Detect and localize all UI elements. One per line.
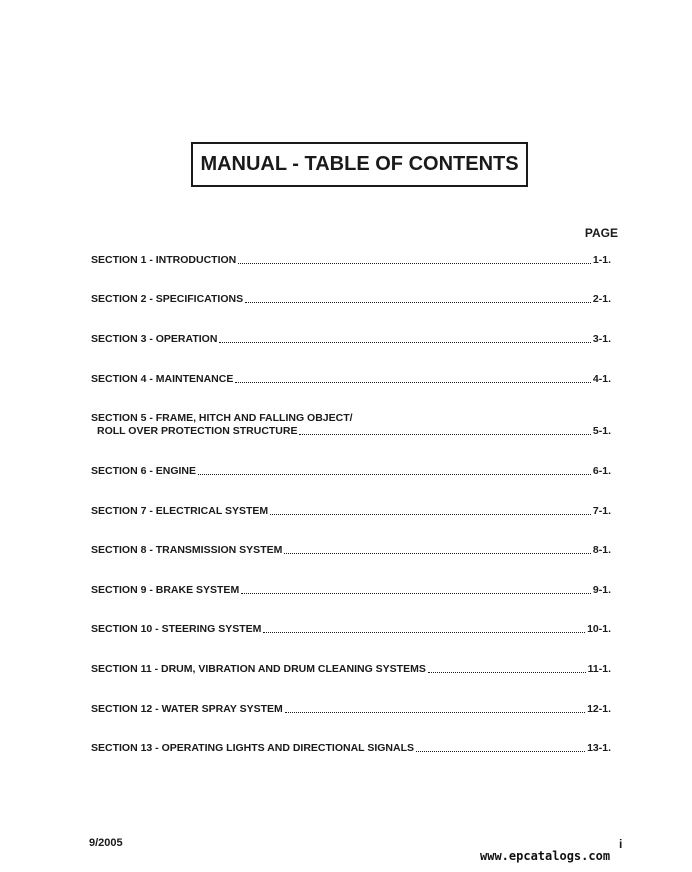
toc-page-number: 6-1.	[592, 465, 611, 477]
dot-leader	[263, 624, 585, 633]
document-title: MANUAL - TABLE OF CONTENTS	[191, 142, 528, 187]
toc-entry-line	[91, 663, 611, 676]
toc-section-label: SECTION 8 - TRANSMISSION SYSTEM	[91, 544, 283, 556]
toc-entry	[91, 623, 611, 636]
toc-section-label: SECTION 12 - WATER SPRAY SYSTEM	[91, 703, 283, 715]
dot-leader	[416, 743, 585, 752]
dot-leader	[238, 255, 591, 264]
dot-leader	[285, 704, 585, 713]
toc-entry-line	[91, 703, 611, 716]
toc-entry	[91, 412, 611, 438]
watermark-url: www.epcatalogs.com	[480, 849, 611, 863]
dot-leader	[198, 466, 591, 475]
toc-page-number: 3-1.	[592, 333, 611, 345]
toc-section-label: SECTION 7 - ELECTRICAL SYSTEM	[91, 505, 269, 517]
footer-date: 9/2005	[89, 837, 123, 849]
dot-leader	[270, 506, 591, 515]
toc-entry-line	[91, 333, 611, 346]
toc-entry	[91, 373, 611, 386]
toc-entry-line	[91, 465, 611, 478]
toc-entry-line	[91, 544, 611, 557]
toc-entry-line	[91, 505, 611, 518]
toc-section-label: SECTION 2 - SPECIFICATIONS	[91, 293, 244, 305]
toc-section-label: ROLL OVER PROTECTION STRUCTURE	[97, 425, 298, 437]
toc-page-number: 4-1.	[592, 373, 611, 385]
toc-entry-line	[91, 584, 611, 597]
dot-leader	[284, 545, 591, 554]
toc-section-label: SECTION 10 - STEERING SYSTEM	[91, 623, 262, 635]
toc-entry-line	[91, 742, 611, 755]
toc-entry	[91, 505, 611, 518]
dot-leader	[241, 585, 591, 594]
dot-leader	[245, 294, 591, 303]
toc-section-label: SECTION 11 - DRUM, VIBRATION AND DRUM CLEANING SYSTEMS	[91, 663, 426, 675]
toc-section-label: SECTION 9 - BRAKE SYSTEM	[91, 584, 240, 596]
toc-section-label: SECTION 13 - OPERATING LIGHTS AND DIRECTIONAL SIGNALS	[91, 742, 414, 754]
toc-entry	[91, 584, 611, 597]
page-column-header: PAGE	[584, 226, 618, 240]
toc-entry-line	[91, 412, 611, 425]
toc-entry	[91, 703, 611, 716]
toc-entry	[91, 333, 611, 346]
toc-page-number: 9-1.	[592, 584, 611, 596]
toc-entry	[91, 465, 611, 478]
dot-leader	[235, 374, 591, 383]
toc-page-number: 8-1.	[592, 544, 611, 556]
toc-entry-line	[91, 293, 611, 306]
toc-entry	[91, 742, 611, 755]
toc-entry-line	[91, 425, 611, 438]
toc-page-number: 10-1.	[587, 623, 611, 635]
toc-entry	[91, 293, 611, 306]
toc-section-label: SECTION 5 - FRAME, HITCH AND FALLING OBJECT/	[91, 412, 353, 424]
toc-section-label: SECTION 4 - MAINTENANCE	[91, 373, 234, 385]
toc-entry-line	[91, 254, 611, 267]
toc-section-label: SECTION 6 - ENGINE	[91, 465, 197, 477]
dot-leader	[428, 664, 586, 673]
toc-entry-line	[91, 373, 611, 386]
toc-page-number: 1-1.	[592, 254, 611, 266]
dot-leader	[219, 334, 591, 343]
toc-page-number: 7-1.	[592, 505, 611, 517]
footer-page-number: i	[619, 837, 623, 851]
toc-page-number: 5-1.	[592, 425, 611, 437]
toc-section-label: SECTION 1 - INTRODUCTION	[91, 254, 237, 266]
toc-entry	[91, 544, 611, 557]
toc-entry-line	[91, 623, 611, 636]
toc-section-label: SECTION 3 - OPERATION	[91, 333, 218, 345]
toc-page-number: 12-1.	[587, 703, 611, 715]
toc-entry	[91, 663, 611, 676]
toc-page-number: 11-1.	[587, 663, 611, 675]
dot-leader	[299, 426, 590, 435]
toc-entry	[91, 254, 611, 267]
toc-page-number: 2-1.	[592, 293, 611, 305]
toc-page-number: 13-1.	[587, 742, 611, 754]
